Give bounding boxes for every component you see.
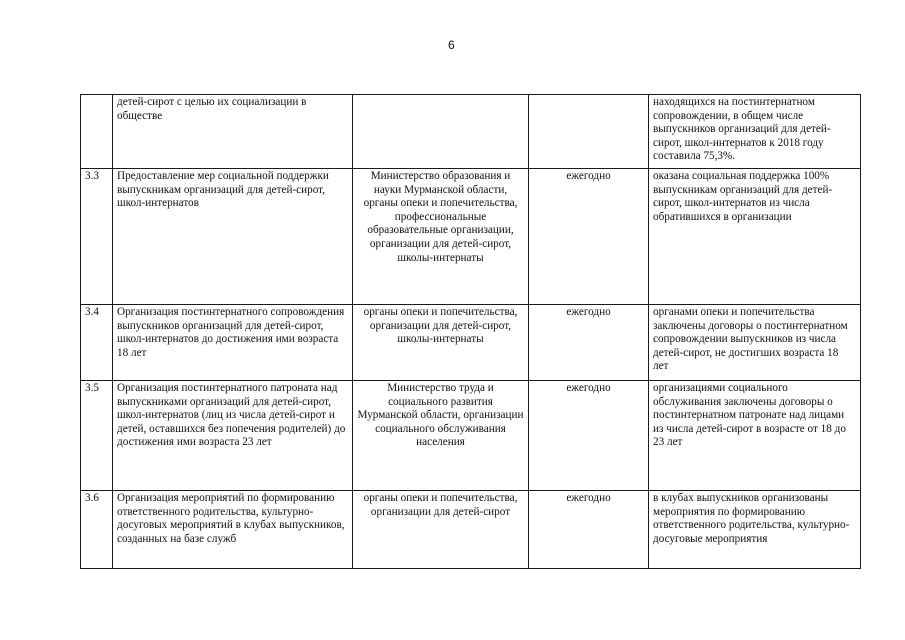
row-number <box>81 95 113 169</box>
executors-cell: Министерство труда и социального развития Мурманской области, организации социального обслуживания населения <box>353 381 529 491</box>
result-cell: органами опеки и попечительства заключены договоры о постинтернатном сопровождении выпускников из числа детей-сирот, не достигших возраста 18 лет <box>649 305 861 381</box>
result-cell: находящихся на постинтернатном сопровождении, в общем числе выпускников организаций для детей-сирот, школ-интернатов к 2018 году составила 75,3%. <box>649 95 861 169</box>
measure-cell: Организация мероприятий по формированию ответственного родительства, культурно-досуговых мероприятий в клубах выпускников, созданных на базе служб <box>113 491 353 569</box>
term-cell: ежегодно <box>529 169 649 305</box>
row-number: 3.6 <box>81 491 113 569</box>
executors-cell: органы опеки и попечительства, организации для детей-сирот <box>353 491 529 569</box>
measures-table <box>80 94 861 569</box>
table-row <box>81 169 861 305</box>
row-number: 3.3 <box>81 169 113 305</box>
executors-cell: органы опеки и попечительства, организации для детей-сирот, школы-интернаты <box>353 305 529 381</box>
term-cell <box>529 95 649 169</box>
table-row <box>81 381 861 491</box>
term-cell: ежегодно <box>529 491 649 569</box>
executors-cell <box>353 95 529 169</box>
row-number: 3.5 <box>81 381 113 491</box>
term-cell: ежегодно <box>529 305 649 381</box>
measure-cell: детей-сирот с целью их социализации в обществе <box>113 95 353 169</box>
table-row <box>81 95 861 169</box>
measure-cell: Организация постинтернатного сопровождения выпускников организаций для детей-сирот, школ-интернатов до достижения ими возраста 18 лет <box>113 305 353 381</box>
result-cell: в клубах выпускников организованы мероприятия по формированию ответственного родительства, культурно-досуговые мероприятия <box>649 491 861 569</box>
term-cell: ежегодно <box>529 381 649 491</box>
row-number: 3.4 <box>81 305 113 381</box>
table-row <box>81 305 861 381</box>
executors-cell: Министерство образования и науки Мурманской области, органы опеки и попечительства, профессиональные образовательные организации, организации для детей-сирот, школы-интернаты <box>353 169 529 305</box>
result-cell: организациями социального обслуживания заключены договоры о постинтернатном патронате над лицами из числа детей-сирот в возрасте от 18 до 23 лет <box>649 381 861 491</box>
measure-cell: Организация постинтернатного патроната над выпускниками организаций для детей-сирот, школ-интернатов (лиц из числа детей-сирот и детей, оставшихся без попечения родителей) до достижения ими возраста 23 лет <box>113 381 353 491</box>
measure-cell: Предоставление мер социальной поддержки выпускникам организаций для детей-сирот, школ-интернатов <box>113 169 353 305</box>
result-cell: оказана социальная поддержка 100% выпускникам организаций для детей-сирот, школ-интернатов из числа обратившихся в организации <box>649 169 861 305</box>
table-row <box>81 491 861 569</box>
page-number: 6 <box>448 38 455 52</box>
